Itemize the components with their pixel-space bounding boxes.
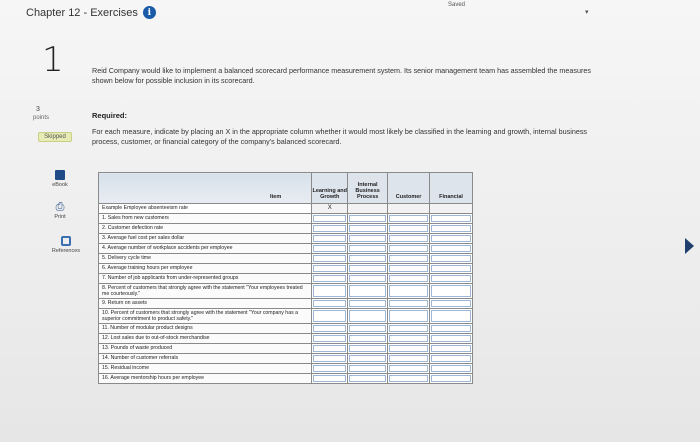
customer-input[interactable]	[389, 375, 428, 382]
measure-label: 4. Average number of workplace accidents per employee	[99, 243, 312, 253]
learning-input[interactable]	[313, 365, 346, 372]
learning-input[interactable]	[313, 300, 346, 307]
points-value: 3	[36, 106, 40, 113]
measure-label: 2. Customer defection rate	[99, 223, 312, 233]
learning-input[interactable]	[313, 245, 346, 252]
measure-label: 13. Pounds of waste produced	[99, 343, 312, 353]
table-header-row	[99, 173, 473, 204]
customer-input[interactable]	[389, 310, 428, 322]
internal-cell	[348, 373, 388, 383]
internal-cell	[348, 283, 388, 298]
customer-input[interactable]	[389, 335, 428, 342]
points-label: points	[33, 115, 50, 121]
customer-cell	[388, 233, 430, 243]
info-icon[interactable]: i	[143, 6, 156, 19]
customer-cell	[388, 343, 430, 353]
internal-cell	[348, 343, 388, 353]
scorecard-table	[98, 172, 473, 384]
customer-input[interactable]	[389, 300, 428, 307]
table-row	[99, 343, 473, 353]
internal-input[interactable]	[349, 345, 386, 352]
internal-input[interactable]	[349, 300, 386, 307]
financial-input[interactable]	[431, 275, 471, 282]
financial-cell	[430, 273, 473, 283]
customer-cell	[388, 333, 430, 343]
financial-cell	[430, 308, 473, 323]
financial-input[interactable]	[431, 300, 471, 307]
financial-cell	[430, 223, 473, 233]
learning-input[interactable]	[313, 275, 346, 282]
internal-cell	[348, 298, 388, 308]
required-heading: Required:	[92, 111, 128, 120]
financial-cell	[430, 283, 473, 298]
learning-cell	[312, 213, 348, 223]
learning-input[interactable]	[313, 355, 346, 362]
measure-label: 16. Average mentorship hours per employee	[99, 373, 312, 383]
learning-cell	[312, 308, 348, 323]
next-arrow-icon[interactable]	[685, 238, 694, 254]
financial-input[interactable]	[431, 285, 471, 297]
financial-input[interactable]	[431, 255, 471, 262]
table-row	[99, 283, 473, 298]
learning-cell	[312, 283, 348, 298]
customer-cell	[388, 323, 430, 333]
customer-input[interactable]	[389, 255, 428, 262]
financial-input[interactable]	[431, 265, 471, 272]
internal-cell	[348, 213, 388, 223]
table-row	[99, 223, 473, 233]
internal-input[interactable]	[349, 245, 386, 252]
financial-input[interactable]	[431, 365, 471, 372]
measure-label: 9. Return on assets	[99, 298, 312, 308]
customer-cell	[388, 283, 430, 298]
learning-cell	[312, 223, 348, 233]
measure-label: 5. Delivery cycle time	[99, 253, 312, 263]
table-row	[99, 333, 473, 343]
learning-input[interactable]	[313, 265, 346, 272]
customer-input[interactable]	[389, 225, 428, 232]
learning-input[interactable]	[313, 335, 346, 342]
financial-input[interactable]	[431, 215, 471, 222]
chapter-title: Chapter 12 - Exercises	[26, 6, 138, 19]
financial-cell	[430, 343, 473, 353]
table-row	[99, 308, 473, 323]
example-learning-mark: X	[312, 204, 348, 214]
financial-input[interactable]	[431, 355, 471, 362]
learning-cell	[312, 243, 348, 253]
learning-cell	[312, 263, 348, 273]
learning-cell	[312, 233, 348, 243]
header-internal: Internal Business Process	[348, 173, 388, 204]
internal-cell	[348, 353, 388, 363]
internal-cell	[348, 223, 388, 233]
financial-input[interactable]	[431, 235, 471, 242]
financial-cell	[430, 263, 473, 273]
internal-cell	[348, 233, 388, 243]
customer-cell	[388, 363, 430, 373]
learning-input[interactable]	[313, 325, 346, 332]
header-financial: Financial	[430, 173, 473, 204]
customer-input[interactable]	[389, 265, 428, 272]
internal-input[interactable]	[349, 335, 386, 342]
customer-input[interactable]	[389, 365, 428, 372]
financial-cell	[430, 213, 473, 223]
instructions-text: For each measure, indicate by placing an X in the appropriate column whether it would most likely be classified in the learning and growth, internal business process, customer, or financial category of the company's balanced scorecard.	[92, 127, 588, 146]
table-row	[99, 373, 473, 383]
table-row	[99, 213, 473, 223]
table-row	[99, 323, 473, 333]
internal-cell	[348, 263, 388, 273]
example-label: Example Employee absenteeism rate	[99, 204, 312, 214]
internal-cell	[348, 273, 388, 283]
internal-cell	[348, 243, 388, 253]
customer-input[interactable]	[389, 275, 428, 282]
financial-input[interactable]	[431, 345, 471, 352]
table-row	[99, 243, 473, 253]
status-badge: Skipped	[38, 132, 72, 142]
learning-input[interactable]	[313, 375, 346, 382]
financial-cell	[430, 353, 473, 363]
internal-input[interactable]	[349, 365, 386, 372]
financial-cell	[430, 298, 473, 308]
header-title	[26, 6, 156, 19]
customer-cell	[388, 298, 430, 308]
financial-input[interactable]	[431, 375, 471, 382]
internal-cell	[348, 363, 388, 373]
table-row	[99, 363, 473, 373]
internal-cell	[348, 333, 388, 343]
learning-cell	[312, 273, 348, 283]
learning-input[interactable]	[313, 310, 346, 322]
learning-input[interactable]	[313, 255, 346, 262]
example-financial	[430, 204, 473, 214]
learning-input[interactable]	[313, 345, 346, 352]
customer-input[interactable]	[389, 345, 428, 352]
learning-cell	[312, 253, 348, 263]
measure-label: 8. Percent of customers that strongly agree with the statement "Your employees treated me courteously."	[99, 283, 312, 298]
learning-input[interactable]	[313, 225, 346, 232]
financial-cell	[430, 323, 473, 333]
learning-cell	[312, 363, 348, 373]
customer-input[interactable]	[389, 325, 428, 332]
financial-input[interactable]	[431, 335, 471, 342]
learning-cell	[312, 323, 348, 333]
learning-cell	[312, 333, 348, 343]
financial-cell	[430, 253, 473, 263]
measure-label: 14. Number of customer referrals	[99, 353, 312, 363]
measure-label: 12. Lost sales due to out-of-stock merchandise	[99, 333, 312, 343]
internal-input[interactable]	[349, 215, 386, 222]
measure-label: 7. Number of job applicants from under-represented groups	[99, 273, 312, 283]
customer-cell	[388, 213, 430, 223]
internal-input[interactable]	[349, 285, 386, 297]
ebook-icon	[55, 170, 65, 180]
customer-cell	[388, 223, 430, 233]
customer-cell	[388, 263, 430, 273]
customer-input[interactable]	[389, 285, 428, 297]
table-row	[99, 353, 473, 363]
table-row	[99, 253, 473, 263]
table-row	[99, 273, 473, 283]
financial-input[interactable]	[431, 245, 471, 252]
references-button[interactable]	[49, 236, 83, 254]
internal-input[interactable]	[349, 325, 386, 332]
ebook-button[interactable]	[44, 170, 76, 188]
example-row	[99, 204, 473, 214]
question-intro: Reid Company would like to implement a balanced scorecard performance measurement system. Its senior management team has assembled the measures shown below for possible inclusion in its scorecard.	[92, 66, 591, 85]
learning-input[interactable]	[313, 215, 346, 222]
customer-input[interactable]	[389, 355, 428, 362]
chevron-down-icon[interactable]: ▾	[585, 9, 589, 16]
question-number: 1	[42, 40, 64, 80]
internal-cell	[348, 323, 388, 333]
saved-status: Saved	[448, 2, 466, 8]
references-icon	[61, 236, 71, 246]
learning-cell	[312, 343, 348, 353]
internal-input[interactable]	[349, 265, 386, 272]
ebook-label: eBook	[52, 182, 68, 188]
example-internal	[348, 204, 388, 214]
financial-input[interactable]	[431, 225, 471, 232]
references-label: References	[51, 248, 81, 254]
table-row	[99, 233, 473, 243]
internal-cell	[348, 308, 388, 323]
measure-label: 3. Average fuel cost per sales dollar	[99, 233, 312, 243]
learning-cell	[312, 373, 348, 383]
financial-cell	[430, 363, 473, 373]
internal-input[interactable]	[349, 235, 386, 242]
learning-input[interactable]	[313, 235, 346, 242]
table-row	[99, 263, 473, 273]
financial-cell	[430, 233, 473, 243]
header-customer: Customer	[388, 173, 430, 204]
print-icon: ⎙	[55, 201, 65, 213]
customer-input[interactable]	[389, 245, 428, 252]
internal-input[interactable]	[349, 225, 386, 232]
measure-label: 1. Sales from new customers	[99, 213, 312, 223]
table-row	[99, 298, 473, 308]
measure-label: 15. Residual income	[99, 363, 312, 373]
financial-input[interactable]	[431, 310, 471, 322]
internal-cell	[348, 253, 388, 263]
internal-input[interactable]	[349, 355, 386, 362]
customer-cell	[388, 243, 430, 253]
customer-cell	[388, 308, 430, 323]
header-learning: Learning and Growth	[312, 173, 348, 204]
financial-input[interactable]	[431, 325, 471, 332]
financial-cell	[430, 373, 473, 383]
customer-cell	[388, 273, 430, 283]
internal-input[interactable]	[349, 375, 386, 382]
learning-input[interactable]	[313, 285, 346, 297]
internal-input[interactable]	[349, 275, 386, 282]
customer-input[interactable]	[389, 215, 428, 222]
internal-input[interactable]	[349, 255, 386, 262]
financial-cell	[430, 333, 473, 343]
learning-cell	[312, 298, 348, 308]
internal-input[interactable]	[349, 310, 386, 322]
customer-cell	[388, 373, 430, 383]
measure-label: 10. Percent of customers that strongly agree with the statement "Your company has a superior commitment to product safety."	[99, 308, 312, 323]
example-customer	[388, 204, 430, 214]
print-button[interactable]	[44, 202, 76, 220]
customer-input[interactable]	[389, 235, 428, 242]
customer-cell	[388, 353, 430, 363]
customer-cell	[388, 253, 430, 263]
header-item: Item	[99, 173, 312, 204]
print-label: Print	[54, 214, 66, 220]
learning-cell	[312, 353, 348, 363]
measure-label: 6. Average training hours per employee	[99, 263, 312, 273]
measure-label: 11. Number of modular product designs	[99, 323, 312, 333]
financial-cell	[430, 243, 473, 253]
